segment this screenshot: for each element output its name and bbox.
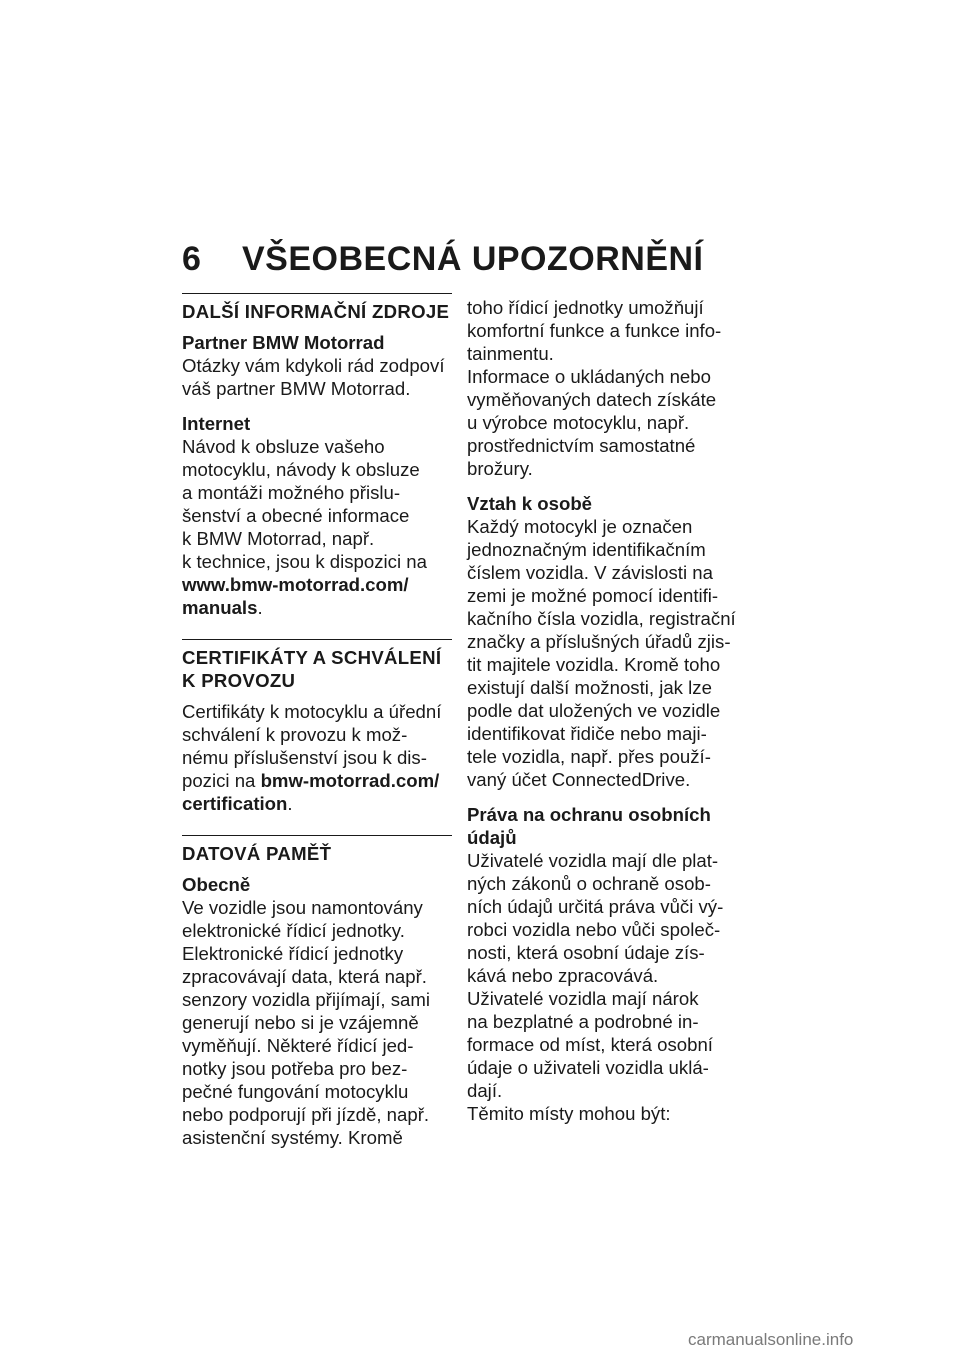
section-title-certificates: CERTIFIKÁTY A SCHVÁLENÍ K PROVOZU <box>182 647 442 691</box>
paragraph-control-units: toho řídicí jednotky umožňují komfortní funkce a funkce info- tainmentu. Informace o ukládaných nebo vyměňovaných datech získáte u výrobce motocyklu, např. prostřednictvím samostatné brožury. <box>467 297 722 479</box>
certification-link-part2[interactable]: certification <box>182 793 288 814</box>
manuals-link-part2[interactable]: manuals <box>182 597 258 618</box>
certification-link-part1[interactable]: bmw-motorrad.com/ <box>260 770 440 791</box>
section-divider <box>182 835 452 836</box>
chapter-number: 6 <box>182 240 202 278</box>
paragraph-internet: Návod k obsluze vašeho motocyklu, návody k obsluze a montáži možného přislu- šenství a obecné informace k BMW Motorrad, např. k technice, jsou k dispozici na www.bmw-motorrad.com/ manuals. <box>182 436 427 618</box>
paragraph-certificates: Certifikáty k motocyklu a úřední schválení k provozu k mož- nému příslušenství jsou k dis- pozici na bmw-motorrad.com/ certification. <box>182 701 442 814</box>
subheading-partner: Partner BMW Motorrad <box>182 332 385 353</box>
subheading-internet: Internet <box>182 413 251 434</box>
subheading-general: Obecně <box>182 874 251 895</box>
watermark: carmanualsonline.info <box>688 1330 854 1349</box>
section-title-info-sources: DALŠÍ INFORMAČNÍ ZDROJE <box>182 301 450 322</box>
chapter-heading <box>182 240 882 279</box>
right-column <box>467 296 737 1125</box>
chapter-title: VŠEOBECNÁ UPOZORNĚNÍ <box>242 240 704 278</box>
section-divider <box>182 293 452 294</box>
manuals-link-part1[interactable]: www.bmw-motorrad.com/ <box>182 574 409 595</box>
left-column <box>182 293 452 1149</box>
paragraph-partner: Otázky vám kdykoli rád zodpoví váš partner BMW Motorrad. <box>182 355 445 399</box>
section-title-data-memory: DATOVÁ PAMĚŤ <box>182 843 332 864</box>
paragraph-general: Ve vozidle jsou namontovány elektronické řídicí jednotky. Elektronické řídicí jednotky zpracovávají data, která např. senzory vozidla přijímají, sami generují nebo si je vzájemně vyměňují. Některé řídicí jed- notky jsou potřeba pro bez- pečné fungování motocyklu nebo podporují při jízdě, např. asistenční systémy. Kromě <box>182 897 430 1148</box>
paragraph-personal-relation: Každý motocykl je označen jednoznačným identifikačním číslem vozidla. V závislosti na zemi je možné pomocí identifi- kačního čísla vozidla, registrační značky a příslušných úřadů zjis- tit majitele vozidla. Kromě toho existují další možnosti, jak lze podle dat uložených ve vozidle identifikovat řidiče nebo maji- tele vozidla, např. přes použí- vaný účet ConnectedDrive. <box>467 516 736 790</box>
subheading-personal-relation: Vztah k osobě <box>467 493 593 514</box>
paragraph-data-protection: Uživatelé vozidla mají dle plat- ných zákonů o ochraně osob- ních údajů určitá práva vůči vý- robci vozidla nebo vůči společ- nosti, která osobní údaje zís- kává nebo zpracovává. Uživatelé vozidla mají nárok na bezplatné a podrobné in- formace od míst, která osobní údaje o uživateli vozidla uklá- dají. Těmito místy mohou být: <box>467 850 724 1124</box>
subheading-data-protection: Práva na ochranu osobních údajů <box>467 804 711 848</box>
section-divider <box>182 639 452 640</box>
